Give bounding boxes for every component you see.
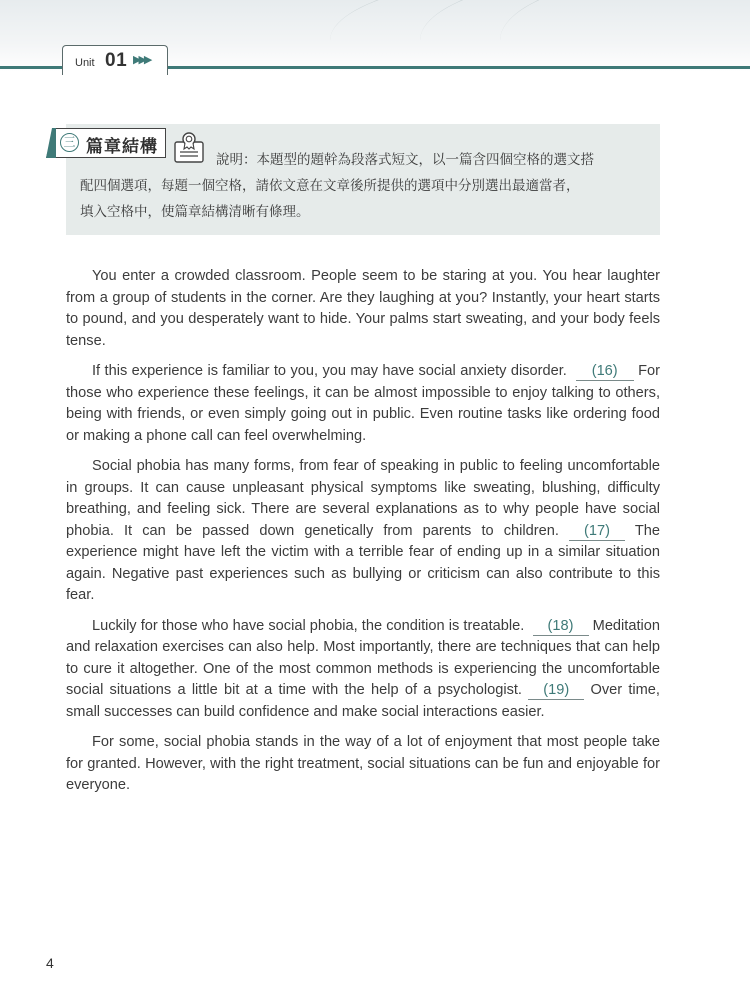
- blank-18: (18): [533, 618, 589, 636]
- blank-19: (19): [528, 682, 584, 700]
- paragraph-text: If this experience is familiar to you, you may have social anxiety disorder.: [92, 363, 567, 379]
- unit-number: 01: [105, 50, 128, 71]
- instruction-line: 填入空格中，使篇章結構清晰有條理。: [80, 204, 310, 220]
- section-title: 篇章結構: [86, 137, 158, 157]
- article: [66, 266, 660, 806]
- paragraph-5: For some, social phobia stands in the way of a lot of enjoyment that most people take for granted. However, with the right treatment, social situations can be fun and enjoyable for everyone.: [66, 734, 660, 793]
- instruction-line: 配四個選項，每題一個空格，請依文意在文章後所提供的選項中分別選出最適當者，: [80, 178, 580, 194]
- paragraph-4: [66, 616, 660, 724]
- section-number-badge: 三: [60, 133, 79, 152]
- paragraph-text: For those who experience these feelings, it can be almost impossible to enjoy talking to others, being with friends, or even simply going out in public. Even routine tasks like ordering food or making a phone call can feel overwhelming.: [66, 363, 660, 444]
- paragraph-text: Over time, small successes can build confidence and make social interactions easier.: [66, 682, 660, 720]
- blank-17: (17): [569, 523, 625, 541]
- blank-16: (16): [576, 363, 634, 381]
- instruction-line: 說明：本題型的題幹為段落式短文，以一篇含四個空格的選文搭: [216, 152, 594, 168]
- paragraph-1: You enter a crowded classroom. People seem to be staring at you. You hear laughter from a group of students in the corner. Are they laughing at you? Instantly, your heart starts to pound, and you desperately want to hide. Your palms start sweating, and your body feels tense.: [66, 268, 660, 349]
- banner-decoration: [500, 0, 750, 72]
- unit-arrows-icon: ▶▶▶: [133, 54, 150, 66]
- paragraph-text: Social phobia has many forms, from fear of speaking in public to feeling uncomfortable in groups. It can cause unpleasant physical symptoms like sweating, blushing, difficulty breathing, and feeling sick. There are several explanations as to why people have social phobia. It can be passed down genetically from parents to children.: [66, 458, 660, 539]
- instruction-text: [80, 147, 652, 225]
- paragraph-text: Luckily for those who have social phobia, the condition is treatable.: [92, 617, 525, 634]
- paragraph-text: Meditation and relaxation exercises can also help. Most importantly, there are techniques that can help to cure it altogether. One of the most common methods is experiencing the uncomfortable social situations a little bit at a time with the help of a psychologist.: [66, 617, 660, 698]
- paragraph-2: [66, 361, 660, 447]
- section-tag-accent: [46, 128, 56, 158]
- paragraph-text: The experience might have left the victim with a terrible fear of ending up in a similar situation again. Negative past experiences such as bullying or criticism can also contribute to this fear.: [66, 522, 660, 603]
- page-number: 4: [46, 955, 54, 971]
- paragraph-3: [66, 456, 660, 607]
- unit-tab: [62, 45, 168, 75]
- unit-label: Unit: [75, 57, 95, 69]
